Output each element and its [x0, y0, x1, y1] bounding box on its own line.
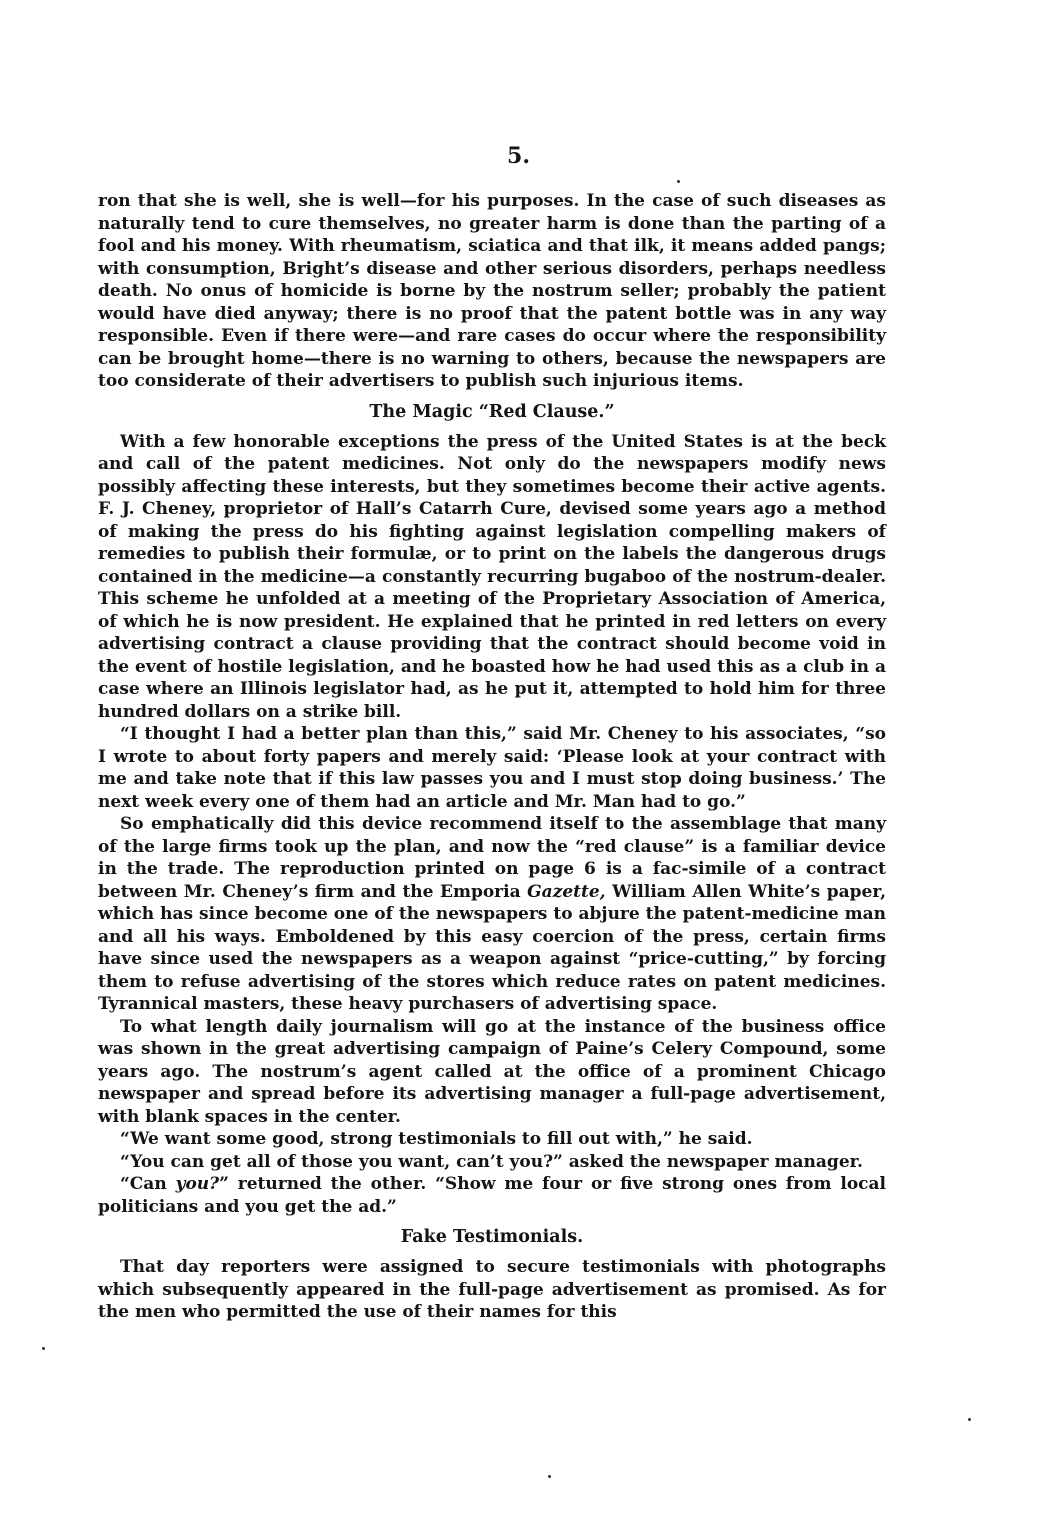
- page-number: 5.: [507, 143, 530, 169]
- section-heading-fake-testimonials: Fake Testimonials.: [400, 1227, 584, 1247]
- paragraph-continued: ron that she is well, she is well—for his purposes. In the case of such diseases as naturally tend to cure themselves, no greater harm is done than the parting of a fool and his money. With rheumatism, sciatica and that ilk, it means added pangs; with consumption, Bright’s disease and other serious disorders, perhaps needless death. No onus of homicide is borne by the nostrum seller; probably the patient would have died anyway; there is no proof that the patent bottle was in any way responsible. Even if there were—and rare cases do occur where the responsibility can be brought home—there is no warning to others, because the newspapers are too considerate of their advertisers to publish such injurious items.: [98, 191, 886, 391]
- paragraph-text: ” returned the other. “Show me four or five strong ones from local politicians and you get the ad.”: [98, 1174, 886, 1217]
- italic-text: Gazette,: [527, 881, 606, 902]
- paragraph: With a few honorable exceptions the press of the United States is at the beck and call of the patent medicines. Not only do the newspapers modify news possibly affecting these interests, but they sometimes become their active agents. F. J. Cheney, proprietor of Hall’s Catarrh Cure, devised some years ago a method of making the press do his fighting against legislation compelling makers of remedies to publish their formulæ, or to print on the labels the dangerous drugs contained in the medicine—a constantly recurring bugaboo of the nostrum-dealer. This scheme he unfolded at a meeting of the Proprietary Association of America, of which he is now president. He explained that he printed in red letters on every advertising contract a clause providing that the contract should become void in the event of hostile legislation, and he boasted how he had used this as a club in a case where an Illinois legislator had, as he put it, attempted to hold him for three hundred dollars on a strike bill.: [98, 431, 886, 722]
- paragraph-text: So emphatically did this device recommend itself to the assemblage that many of the large firms took up the plan, and now the “red clause” is a familiar device in the trade. The reproduction printed on page 6 is a fac-simile of a contract between Mr. Cheney’s firm and the Emporia: [98, 814, 886, 902]
- scan-speck: [968, 1418, 971, 1421]
- paragraph: To what length daily journalism will go at the instance of the business office was shown in the great advertising campaign of Paine’s Celery Compound, some years ago. The nostrum’s agent called at the office of a prominent Chicago newspaper and spread before its advertising manager a full-page advertisement, with blank spaces in the center.: [98, 1016, 886, 1127]
- paragraph: “I thought I had a better plan than this,” said Mr. Cheney to his associates, “so I wrote to about forty papers and merely said: ‘Please look at your contract with me and take note that if this law passes you and I must stop doing business.’ The next week every one of them had an article and Mr. Man had to go.”: [98, 724, 886, 812]
- paragraph: [98, 1173, 886, 1218]
- scan-speck: [677, 180, 680, 183]
- paragraph: “You can get all of those you want, can’t you?” asked the newspaper manager.: [120, 1151, 863, 1172]
- paragraph: “We want some good, strong testimonials to fill out with,” he said.: [120, 1129, 753, 1149]
- paragraph-text: William Allen White’s paper, which has since become one of the newspapers to abjure the patent-medicine man and all his ways. Emboldened by this easy coercion of the press, certain firms have since used the newspapers as a weapon against “price-cutting,” by forcing them to refuse advertising of the stores which reduce rates on patent medicines. Tyrannical masters, these heavy purchasers of advertising space.: [98, 881, 886, 1014]
- italic-text: you?: [175, 1174, 220, 1194]
- text-column: [98, 190, 886, 1324]
- scan-speck: [42, 1347, 45, 1350]
- section-heading-red-clause: The Magic “Red Clause.”: [369, 401, 615, 422]
- scan-speck: [548, 1475, 551, 1478]
- paragraph-text: “Can: [120, 1174, 176, 1194]
- paragraph: That day reporters were assigned to secure testimonials with photographs which subsequently appeared in the full-page advertisement as promised. As for the men who permitted the use of their names for this: [98, 1257, 886, 1322]
- paragraph: [98, 813, 886, 1016]
